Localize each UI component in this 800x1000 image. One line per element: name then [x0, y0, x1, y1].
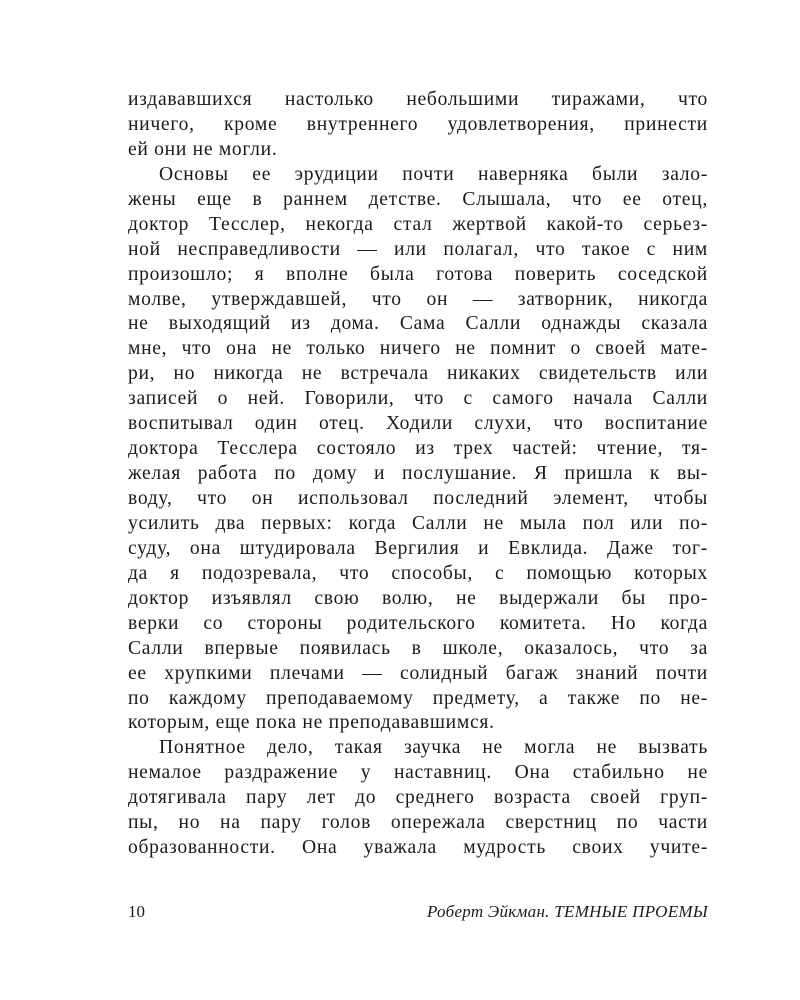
text-line: образованности. Она уважала мудрость своих учите-	[128, 837, 708, 859]
text-line: молве, утверждавшей, что он — затворник, никогда	[128, 288, 708, 310]
paragraph	[128, 163, 708, 737]
text-line: верки со стороны родительского комитета. Но когда	[128, 612, 708, 634]
text-line: Понятное дело, такая заучка не могла не вызвать	[159, 737, 708, 759]
text-line: воспитывал один отец. Ходили слухи, что воспитание	[128, 413, 708, 435]
text-line: ной несправедливости — или полагал, что такое с ним	[128, 238, 708, 260]
text-line: ри, но никогда не встречала никаких свидетельств или	[128, 363, 708, 385]
text-line: жены еще в раннем детстве. Слышала, что ее отец,	[128, 188, 708, 210]
text-line: желая работа по дому и послушание. Я пришла к вы-	[128, 463, 708, 485]
body-text	[128, 88, 708, 861]
text-line: суду, она штудировала Вергилия и Евклида. Даже тог-	[128, 537, 708, 559]
text-line: усилить два первых: когда Салли не мыла пол или по-	[128, 512, 708, 534]
text-line: ее хрупкими плечами — солидный багаж знаний почти	[128, 662, 708, 684]
text-line: доктора Тесслера состояло из трех частей: чтение, тя-	[128, 438, 708, 460]
text-line: произошло; я вполне была готова поверить соседской	[128, 263, 708, 285]
text-line: доктор Тесслер, некогда стал жертвой какой-то серьез-	[128, 213, 708, 235]
text-line: по каждому преподаваемому предмету, а также по не-	[128, 687, 708, 709]
page-footer	[128, 900, 708, 924]
running-title: Роберт Эйкман. ТЕМНЫЕ ПРОЕМЫ	[426, 902, 708, 921]
text-line: которым, еще пока не преподававшимся.	[128, 712, 495, 734]
paragraph	[128, 88, 708, 163]
text-line: Основы ее эрудиции почти наверняка были зало-	[159, 163, 708, 185]
text-line: издававшихся настолько небольшими тиражами, что	[128, 89, 708, 110]
text-line: не выходящий из дома. Сама Салли однажды сказала	[128, 313, 708, 335]
text-line: записей о ней. Говорили, что с самого начала Салли	[128, 388, 708, 410]
text-line: воду, что он использовал последний элемент, чтобы	[128, 488, 708, 509]
text-line: доктор изъявлял свою волю, не выдержали бы про-	[128, 587, 708, 609]
text-line: Салли впервые появилась в школе, оказалось, что за	[128, 637, 708, 659]
text-line: да я подозревала, что способы, с помощью которых	[128, 562, 708, 584]
text-line: немалое раздражение у наставниц. Она стабильно не	[128, 762, 708, 784]
page-number: 10	[128, 902, 145, 921]
text-line: мне, что она не только ничего не помнит о своей мате-	[128, 338, 708, 360]
text-line: дотягивала пару лет до среднего возраста своей груп-	[128, 787, 708, 809]
paragraph	[128, 736, 708, 861]
text-line: пы, но на пару голов опережала сверстниц по части	[128, 812, 708, 834]
text-line: ничего, кроме внутреннего удовлетворения, принести	[128, 113, 708, 135]
text-line: ей они не могли.	[128, 138, 278, 160]
